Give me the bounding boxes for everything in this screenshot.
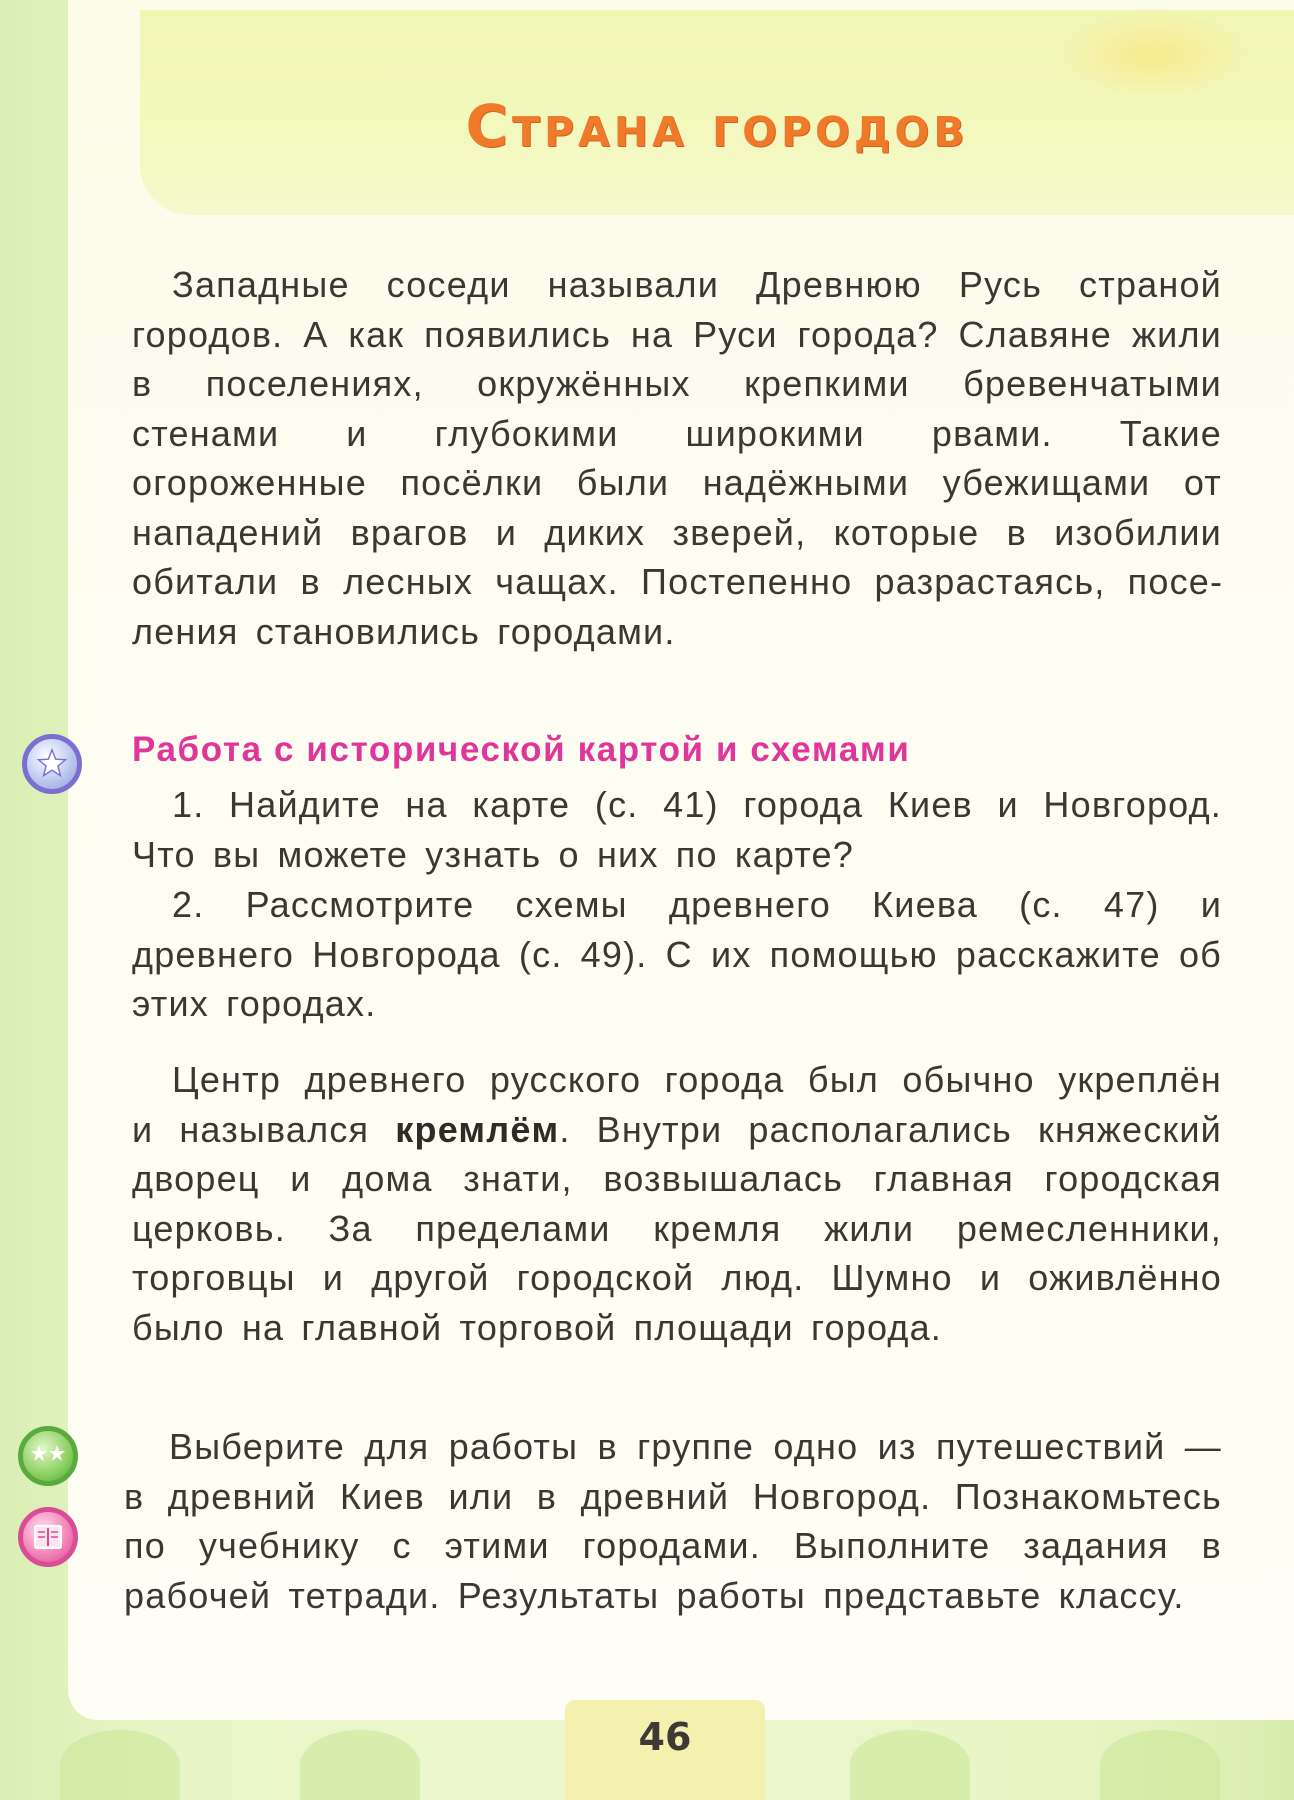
paragraph-kremlin bbox=[132, 1055, 1222, 1352]
paragraph-kremlin-end: . Внутри располагались княжеский дворец и дома знати, возвышалась главная городская церковь. За пределами кремля жили ремесленники, торговцы и другой городской люд. Шумно и оживлённо было на главной торговой площади города. bbox=[132, 1108, 1222, 1348]
task-2: 2. Рассмотрите схемы древнего Киева (с. 47) и древнего Новгорода (с. 49). С их помощью расскажите об этих городах. bbox=[132, 884, 1222, 1024]
page-title: Страна городов bbox=[465, 92, 969, 160]
paragraph-intro: Западные соседи называли Древнюю Русь страной городов. А как появились на Руси города? Славяне жили в поселениях, окружённых крепкими бревенчатыми стенами и глубокими широкими рвами. Такие огороженные посёлки были надёжными убежищами от нападений врагов и диких зверей, которые в изобилии обитали в лесных чащах. Постепенно разрастаясь, поселения становились городами. bbox=[132, 264, 1222, 652]
group-work-icon bbox=[18, 1426, 78, 1486]
decor-leaf bbox=[850, 1730, 970, 1800]
decor-leaf bbox=[60, 1730, 180, 1800]
workbook-icon bbox=[18, 1507, 78, 1567]
title-band bbox=[140, 10, 1294, 215]
paragraph-kremlin-start: Центр древнего русского города был обычно укреплён и назывался bbox=[132, 1059, 1222, 1150]
decor-leaf bbox=[300, 1730, 420, 1800]
task-1: 1. Найдите на карте (с. 41) города Киев и Новгород. Что вы можете узнать о них по карте? bbox=[132, 784, 1222, 875]
page-number: 46 bbox=[638, 1715, 692, 1759]
term-kremlin: кремлём bbox=[395, 1108, 560, 1150]
section-heading: Работа с исторической картой и схемами bbox=[132, 730, 911, 769]
paragraph-group-work: Выберите для работы в группе одно из путешествий — в древний Киев или в древний Новгород. Познакомьтесь по учебнику с этими городами. Выполните задания в рабочей тетради. Результаты работы представьте классу. bbox=[124, 1426, 1222, 1616]
star-medal-icon bbox=[22, 734, 82, 794]
decor-leaf bbox=[1100, 1730, 1220, 1800]
